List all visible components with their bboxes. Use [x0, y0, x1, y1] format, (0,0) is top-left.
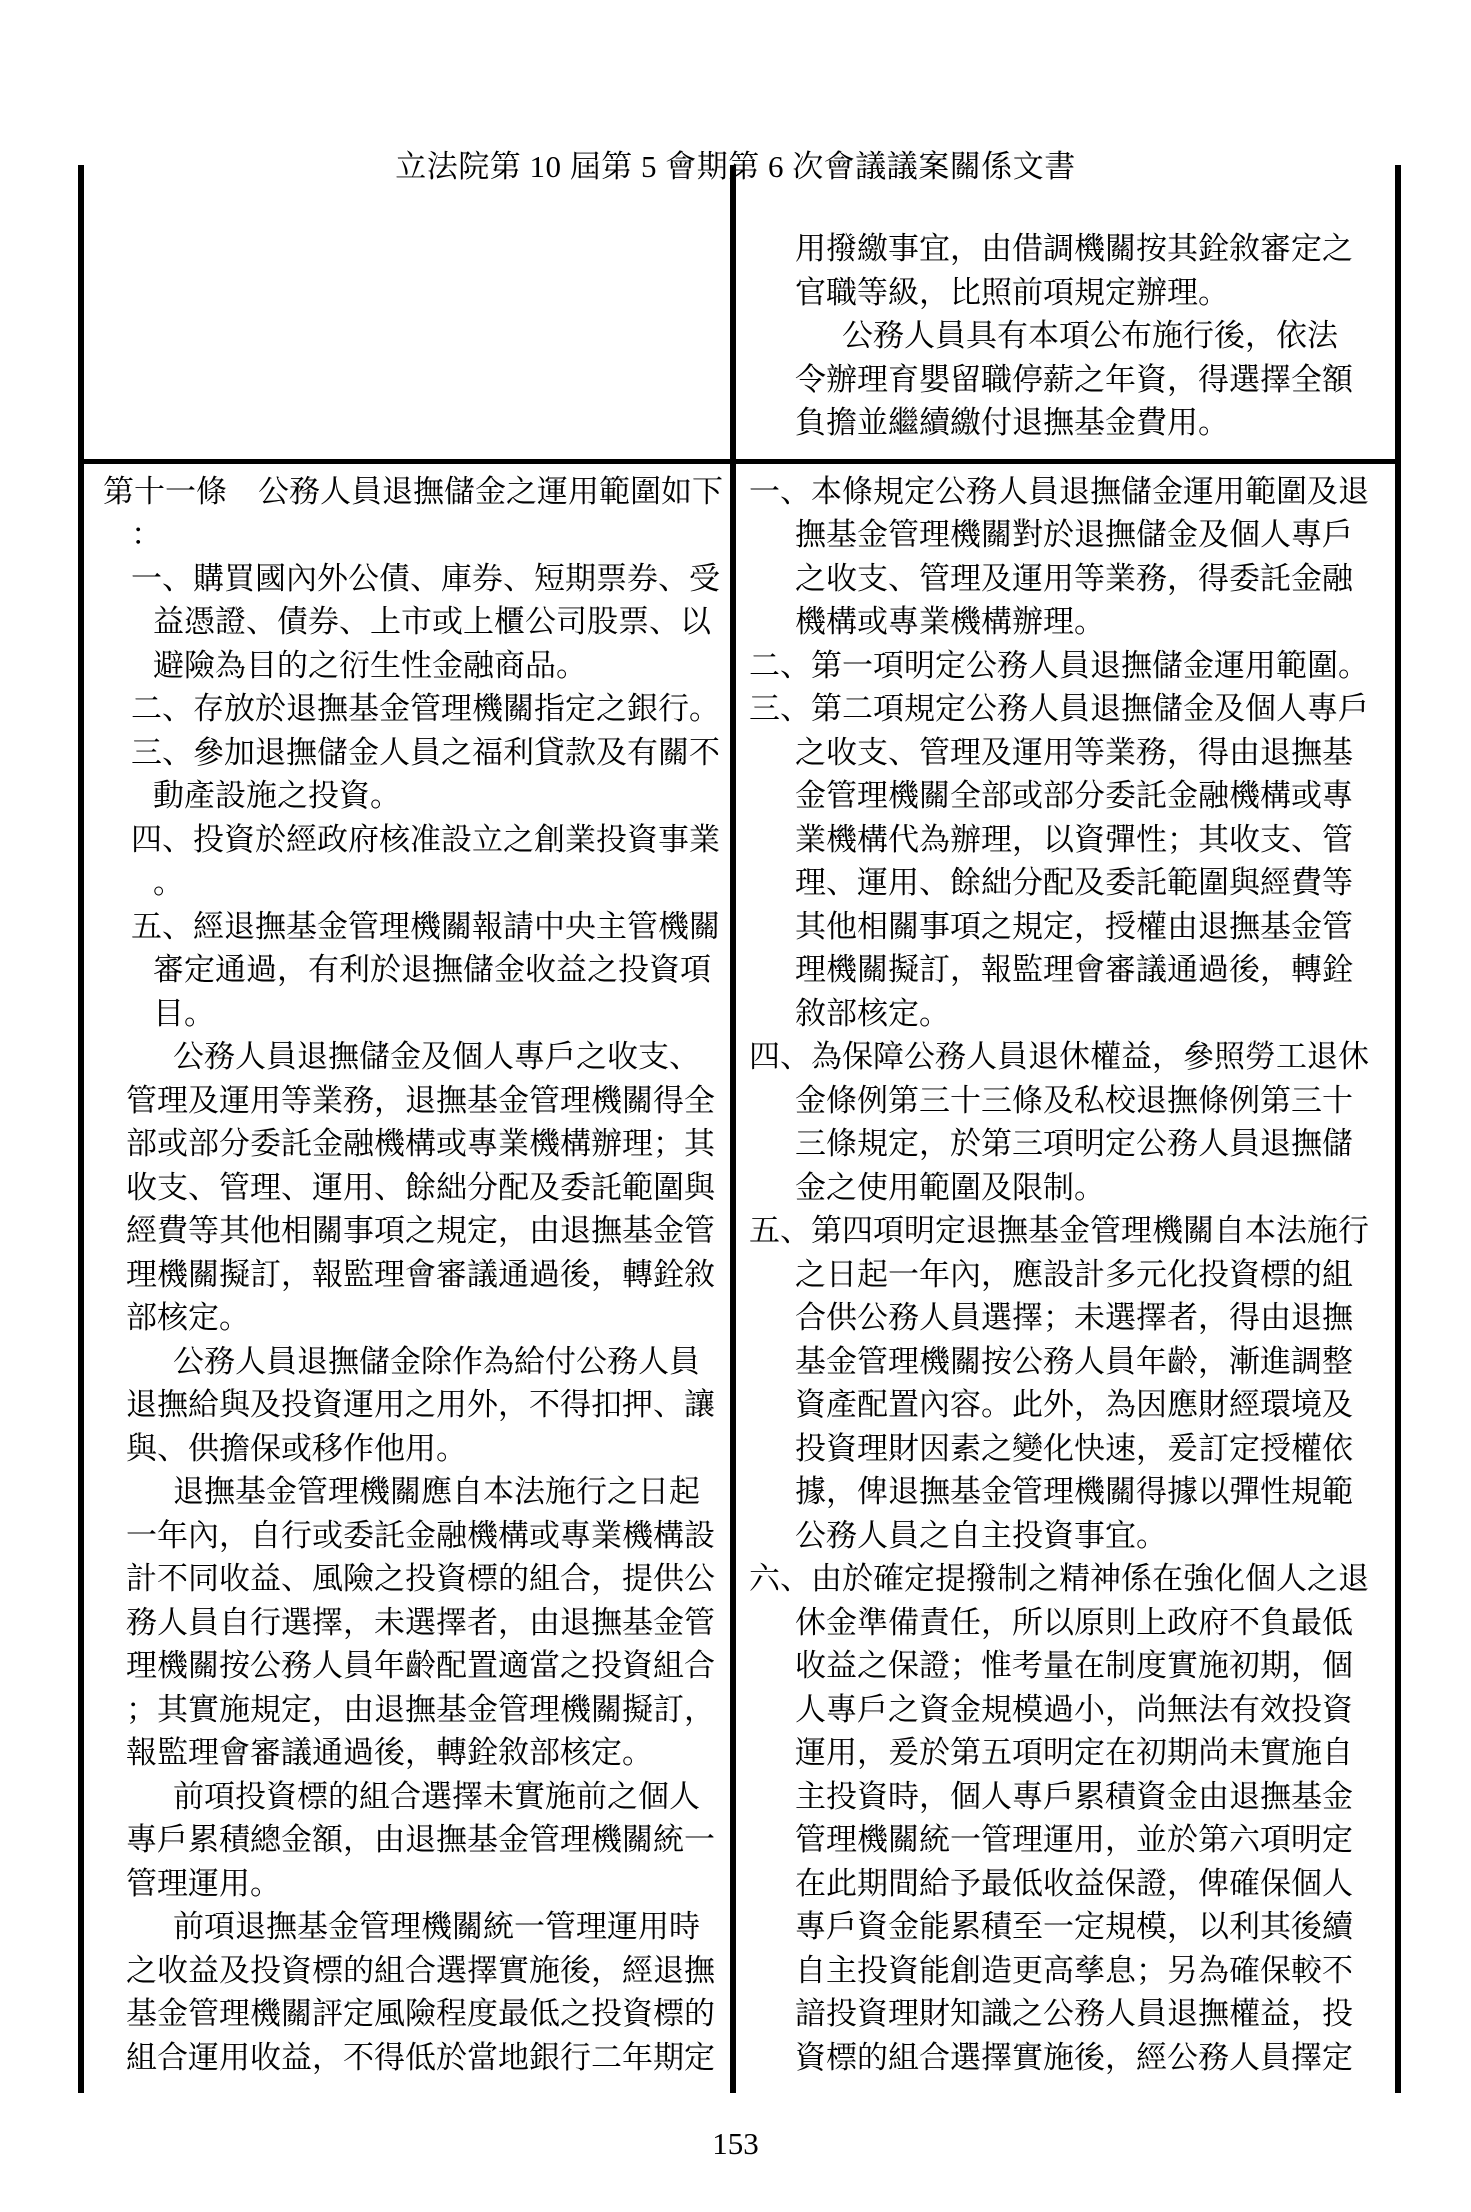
- explanation-column: [736, 464, 1395, 2094]
- text-line: 五、第四項明定退撫基金管理機關自本法施行: [749, 1213, 1369, 1248]
- text-line: 之收支、管理及運用等業務，得由退撫基: [795, 734, 1353, 770]
- table-row-continuation: [84, 165, 1395, 459]
- text-line: 審定通過，有利於退撫儲金收益之投資項: [153, 952, 711, 987]
- text-line: 一、購買國內外公債、庫券、短期票券、受: [131, 560, 720, 596]
- article-column-continuation: [84, 165, 736, 459]
- text-line: 公務人員之自主投資事宜。: [795, 1517, 1167, 1553]
- text-line: 一年內，自行或委託金融機構或專業機構設: [126, 1517, 715, 1553]
- text-line: 管理及運用等業務，退撫基金管理機關得全: [126, 1082, 715, 1118]
- text-line: 公務人員具有本項公布施行後，依法: [842, 318, 1338, 353]
- text-line: 三、參加退撫儲金人員之福利貸款及有關不: [131, 734, 720, 770]
- text-line: 退撫基金管理機關應自本法施行之日起: [173, 1474, 700, 1509]
- text-line: 官職等級，比照前項規定辦理。: [795, 274, 1229, 310]
- text-line: 基金管理機關按公務人員年齡，漸進調整: [795, 1343, 1353, 1379]
- text-line: 組合運用收益，不得低於當地銀行二年期定: [126, 2039, 715, 2075]
- text-line: 之收益及投資標的組合選擇實施後，經退撫: [126, 1952, 715, 1988]
- text-line: 經費等其他相關事項之規定，由退撫基金管: [126, 1213, 715, 1248]
- text-line: 專戶累積總金額，由退撫基金管理機關統一: [126, 1822, 715, 1857]
- text-line: 理機關擬訂，報監理會審議通過後，轉銓敘: [126, 1256, 715, 1292]
- text-line: 理、運用、餘絀分配及委託範圍與經費等: [795, 865, 1353, 900]
- text-line: 益憑證、債券、上市或上櫃公司股票、以: [153, 604, 711, 639]
- text-line: 退撫給與及投資運用之用外，不得扣押、讓: [126, 1387, 715, 1422]
- text-line: 收支、管理、運用、餘絀分配及委託範圍與: [126, 1169, 715, 1205]
- text-line: ：: [131, 517, 162, 552]
- text-line: 人專戶之資金規模過小，尚無法有效投資: [795, 1691, 1353, 1727]
- page-number: 153: [712, 2126, 759, 2161]
- text-line: 二、存放於退撫基金管理機關指定之銀行。: [131, 691, 720, 726]
- text-line: 資標的組合選擇實施後，經公務人員擇定: [795, 2039, 1353, 2075]
- text-line: 諳投資理財知識之公務人員退撫權益，投: [795, 1996, 1353, 2031]
- text-line: 管理機關統一管理運用，並於第六項明定: [795, 1822, 1353, 1857]
- text-line: 其他相關事項之規定，授權由退撫基金管: [795, 908, 1353, 944]
- text-line: 與、供擔保或移作他用。: [126, 1430, 467, 1466]
- text-line: 避險為目的之衍生性金融商品。: [153, 647, 587, 683]
- text-line: 業機構代為辦理，以資彈性；其收支、管: [795, 821, 1353, 857]
- text-line: 一、本條規定公務人員退撫儲金運用範圍及退: [749, 473, 1369, 509]
- text-line: 公務人員退撫儲金及個人專戶之收支、: [173, 1039, 700, 1074]
- document-title: 立法院第 10 屆第 5 會期第 6 次會議議案關係文書: [395, 149, 1076, 184]
- text-line: 機構或專業機構辦理。: [795, 604, 1105, 639]
- text-line: 之日起一年內，應設計多元化投資標的組: [795, 1256, 1353, 1292]
- text-line: 撫基金管理機關對於退撫儲金及個人專戶: [795, 517, 1353, 552]
- text-line: 令辦理育嬰留職停薪之年資，得選擇全額: [795, 361, 1353, 397]
- text-line: 敘部核定。: [795, 995, 950, 1031]
- text-line: 六、由於確定提撥制之精神係在強化個人之退: [749, 1561, 1369, 1596]
- text-line: 管理運用。: [126, 1865, 281, 1901]
- text-line: 收益之保證；惟考量在制度實施初期，個: [795, 1648, 1353, 1683]
- text-line: 合供公務人員選擇；未選擇者，得由退撫: [795, 1300, 1353, 1335]
- text-line: 之收支、管理及運用等業務，得委託金融: [795, 560, 1353, 596]
- text-line: 理機關按公務人員年齡配置適當之投資組合: [126, 1648, 715, 1683]
- text-line: 理機關擬訂，報監理會審議通過後，轉銓: [795, 952, 1353, 987]
- text-line: 目。: [153, 995, 215, 1031]
- law-comparison-table: [78, 165, 1401, 2093]
- text-line: ；其實施規定，由退撫基金管理機關擬訂，: [126, 1691, 715, 1727]
- text-line: 公務人員退撫儲金除作為給付公務人員: [173, 1343, 700, 1379]
- text-line: 前項投資標的組合選擇未實施前之個人: [173, 1778, 700, 1814]
- text-line: 務人員自行選擇，未選擇者，由退撫基金管: [126, 1604, 715, 1640]
- article-column: [84, 464, 736, 2094]
- text-line: 計不同收益、風險之投資標的組合，提供公: [126, 1561, 715, 1596]
- text-line: 金之使用範圍及限制。: [795, 1169, 1105, 1205]
- text-line: 第十一條 公務人員退撫儲金之運用範圍如下: [103, 473, 723, 509]
- text-line: 四、投資於經政府核准設立之創業投資事業: [131, 821, 720, 857]
- text-line: 專戶資金能累積至一定規模，以利其後續: [795, 1909, 1353, 1944]
- explanation-column-continuation: [736, 165, 1395, 459]
- text-line: 休金準備責任，所以原則上政府不負最低: [795, 1604, 1353, 1640]
- text-line: 用撥繳事宜，由借調機關按其銓敘審定之: [795, 231, 1353, 266]
- text-line: 自主投資能創造更高孳息；另為確保較不: [795, 1952, 1353, 1988]
- text-line: 基金管理機關評定風險程度最低之投資標的: [126, 1996, 715, 2031]
- text-line: 據，俾退撫基金管理機關得據以彈性規範: [795, 1474, 1353, 1509]
- text-line: 運用，爰於第五項明定在初期尚未實施自: [795, 1735, 1353, 1770]
- text-line: 主投資時，個人專戶累積資金由退撫基金: [795, 1778, 1353, 1814]
- table-row-article-11: [84, 459, 1395, 2094]
- text-line: 金條例第三十三條及私校退撫條例第三十: [795, 1082, 1353, 1118]
- text-line: 前項退撫基金管理機關統一管理運用時: [173, 1909, 700, 1944]
- text-line: 部核定。: [126, 1300, 250, 1335]
- text-line: 動產設施之投資。: [153, 778, 401, 813]
- text-line: 負擔並繼續繳付退撫基金費用。: [795, 405, 1229, 440]
- text-line: 在此期間給予最低收益保證，俾確保個人: [795, 1865, 1353, 1901]
- text-line: 三條規定，於第三項明定公務人員退撫儲: [795, 1126, 1353, 1161]
- text-line: 四、為保障公務人員退休權益，參照勞工退休: [749, 1039, 1369, 1074]
- text-line: 部或部分委託金融機構或專業機構辦理；其: [126, 1126, 715, 1161]
- text-line: 金管理機關全部或部分委託金融機構或專: [795, 778, 1353, 813]
- text-line: 資產配置內容。此外，為因應財經環境及: [795, 1387, 1353, 1422]
- text-line: 投資理財因素之變化快速，爰訂定授權依: [795, 1430, 1353, 1466]
- text-line: 報監理會審議通過後，轉銓敘部核定。: [126, 1735, 653, 1770]
- text-line: 五、經退撫基金管理機關報請中央主管機關: [131, 908, 720, 944]
- text-line: 三、第二項規定公務人員退撫儲金及個人專戶: [749, 691, 1369, 726]
- text-line: 。: [153, 865, 184, 900]
- text-line: 二、第一項明定公務人員退撫儲金運用範圍。: [749, 647, 1369, 683]
